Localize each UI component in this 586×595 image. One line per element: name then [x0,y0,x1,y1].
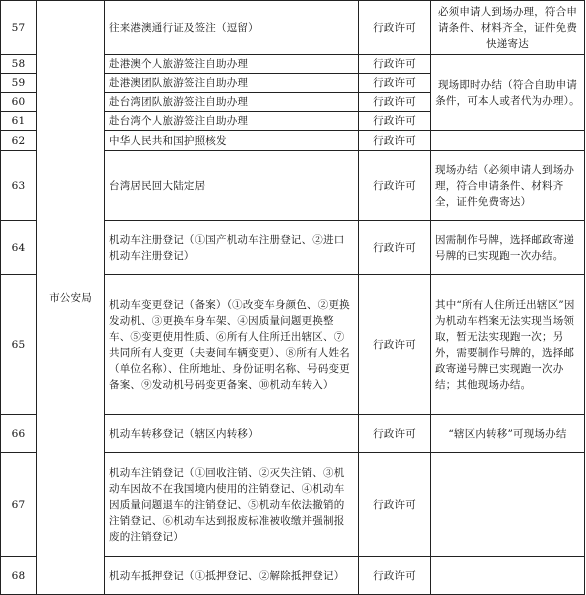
row-number: 57 [1,1,37,55]
item-type: 行政许可 [359,74,431,93]
item-name: 机动车变更登记（备案）（①改变车身颜色、②更换发动机、③更换车身车架、④因质量问题更换整车、⑤变更使用性质、⑥所有人住所迁出辖区、⑦共同所有人变更（夫妻间车辆变更）、⑧所有人姓名（单位名称）、住所地址、身份证明名称、号码变更备案、⑨发动机号码变更备案、⑩机动车转入） [105,275,359,415]
item-name: 赴港澳团队旅游签注自助办理 [105,74,359,93]
item-name: 机动车抵押登记（①抵押登记、②解除抵押登记） [105,557,359,595]
item-name: 机动车注销登记（①回收注销、②灭失注销、③机动车因故不在我国境内使用的注销登记、④机动车因质量问题退车的注销登记、⑤机动车依法撤销的注销登记、⑥机动车达到报废标准被收缴并强制报废的注销登记） [105,453,359,557]
item-name: 机动车转移登记（辖区内转移） [105,415,359,453]
row-number: 59 [1,74,37,93]
item-name: 赴台湾个人旅游签注自助办理 [105,112,359,131]
item-type: 行政许可 [359,93,431,112]
item-type: 行政许可 [359,557,431,595]
row-number: 63 [1,151,37,221]
item-name: 赴港澳个人旅游签注自助办理 [105,55,359,74]
table-row [1,1,585,55]
row-number: 62 [1,131,37,151]
row-number: 61 [1,112,37,131]
row-number: 60 [1,93,37,112]
item-type: 行政许可 [359,55,431,74]
department-cell: 市公安局 [37,1,105,595]
row-number: 66 [1,415,37,453]
item-type: 行政许可 [359,415,431,453]
item-type: 行政许可 [359,221,431,275]
item-type: 行政许可 [359,112,431,131]
item-type: 行政许可 [359,131,431,151]
item-note: “辖区内转移”可现场办结 [431,415,585,453]
item-note: 其中“所有人住所迁出辖区”因为机动车档案无法实现当场领取，暂无法实现跑一次；另外，需要制作号牌的，选择邮政寄递号牌已实现跑一次办结；其他现场办结。 [431,275,585,415]
item-type: 行政许可 [359,275,431,415]
item-type: 行政许可 [359,151,431,221]
row-number: 68 [1,557,37,595]
item-type: 行政许可 [359,1,431,55]
item-note: 必须申请人到场办理，符合申请条件、材料齐全，证件免费快递寄达 [431,1,585,55]
item-note: 现场办结（必须申请人到场办理，符合申请条件、材料齐全，证件免费寄达） [431,151,585,221]
item-note [431,453,585,557]
item-name: 中华人民共和国护照核发 [105,131,359,151]
row-number: 67 [1,453,37,557]
item-name: 赴台湾团队旅游签注自助办理 [105,93,359,112]
row-number: 64 [1,221,37,275]
item-name: 机动车注册登记（①国产机动车注册登记、②进口机动车注册登记） [105,221,359,275]
item-note: 因需制作号牌，选择邮政寄递号牌的已实现跑一次办结。 [431,221,585,275]
item-name: 台湾居民回大陆定居 [105,151,359,221]
item-name: 往来港澳通行证及签注（逗留） [105,1,359,55]
row-number: 58 [1,55,37,74]
item-note [431,131,585,151]
row-number: 65 [1,275,37,415]
item-note: 现场即时办结（符合自助申请条件，可本人或者代为办理）。 [431,55,585,131]
item-type: 行政许可 [359,453,431,557]
